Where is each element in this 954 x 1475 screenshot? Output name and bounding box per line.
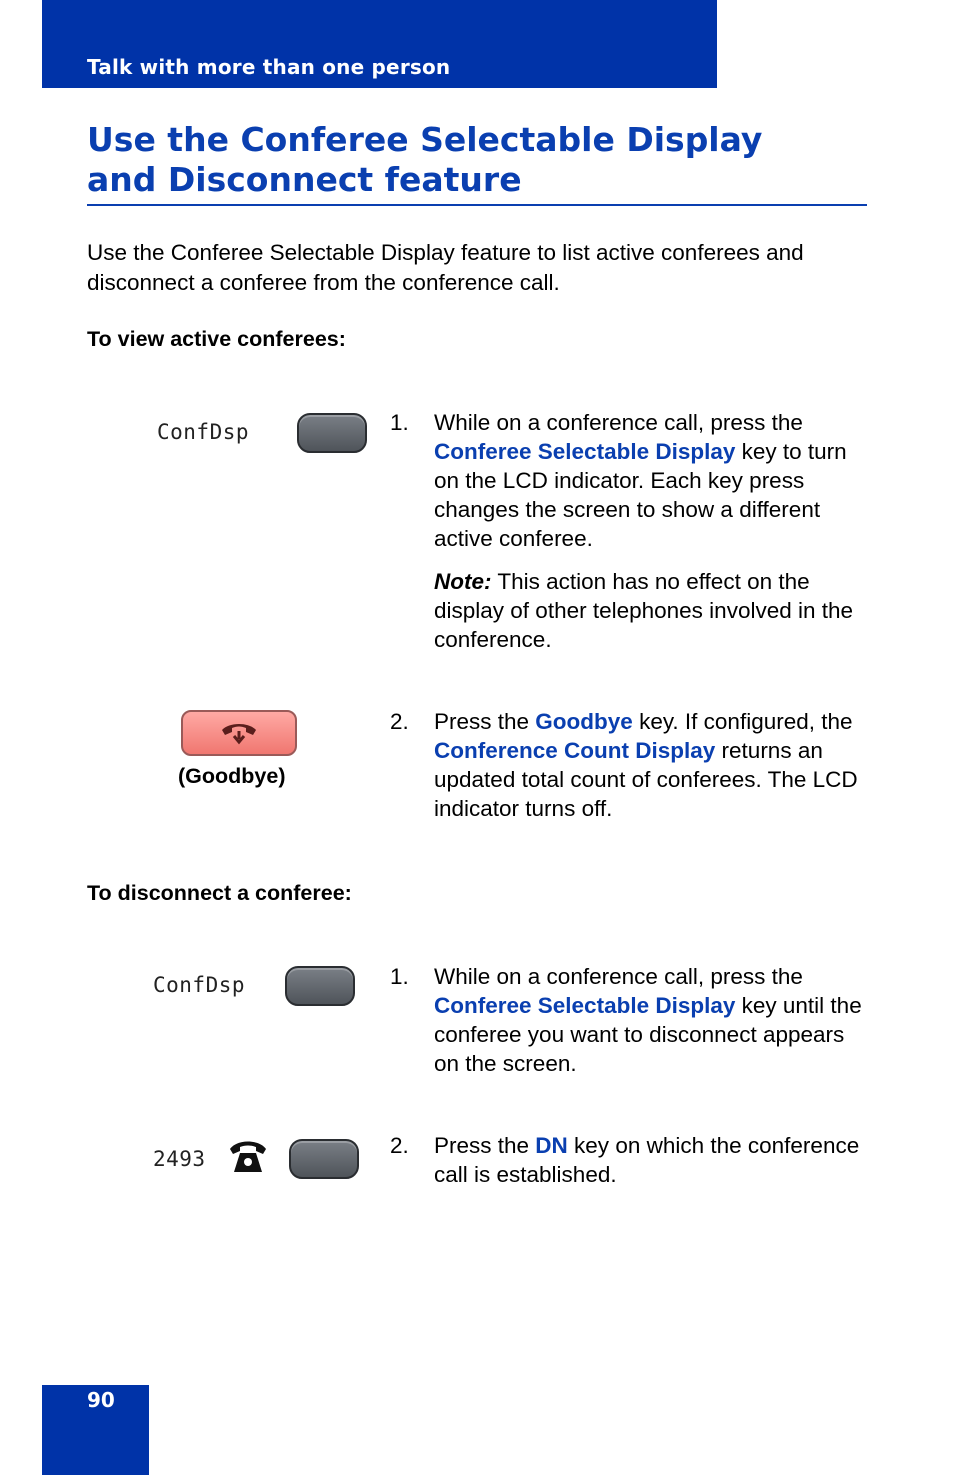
step-number: 1. [390,964,409,989]
disconnect-step1-text: While on a conference call, press the Conferee Selectable Display key until the conferee you want to disconnect appears on the screen. [434,964,862,1076]
goodbye-key[interactable] [181,710,297,756]
lcd-label-confdsp: ConfDsp [157,420,250,444]
view-step1-text: While on a conference call, press the Conferee Selectable Display key to turn on the LCD indicator. Each key press changes the screen to show a different active conferee. [434,410,847,551]
view-step1-note: Note: This action has no effect on the display of other telephones involved in the conference. [434,569,854,652]
note-label: Note: [434,569,492,594]
page-number: 90 [87,1388,115,1412]
disconnect-step2-text: Press the DN key on which the conference call is established. [434,1133,860,1187]
telephone-icon [227,1136,269,1176]
page-title-line1: Use the Conferee Selectable Display [87,120,763,159]
lcd-label-confdsp: ConfDsp [153,973,246,997]
key-name: Conference Count Display [434,738,716,763]
step-number: 2. [390,1133,409,1158]
goodbye-caption: (Goodbye) [178,764,286,788]
hang-up-icon [219,719,259,747]
confdsp-key[interactable] [285,966,355,1006]
intro-paragraph: Use the Conferee Selectable Display feature to list active conferees and disconnect a conferee from the conference call. [87,240,804,295]
view-conferees-heading: To view active conferees: [87,327,346,351]
disconnect-conferee-heading: To disconnect a conferee: [87,881,352,905]
page-title-line2: and Disconnect feature [87,160,522,199]
confdsp-key[interactable] [297,413,367,453]
key-name: Conferee Selectable Display [434,439,736,464]
key-name: Goodbye [535,709,633,734]
step-number: 1. [390,410,409,435]
key-name: DN [535,1133,568,1158]
view-step2-text: Press the Goodbye key. If configured, the Conference Count Display returns an updated total count of conferees. The LCD indicator turns off. [434,709,858,821]
section-header: Talk with more than one person [87,55,451,79]
title-divider [87,204,867,206]
key-name: Conferee Selectable Display [434,993,736,1018]
dn-key[interactable] [289,1139,359,1179]
step-number: 2. [390,709,409,734]
lcd-label-dn: 2493 [153,1147,206,1171]
page-title [87,120,867,200]
